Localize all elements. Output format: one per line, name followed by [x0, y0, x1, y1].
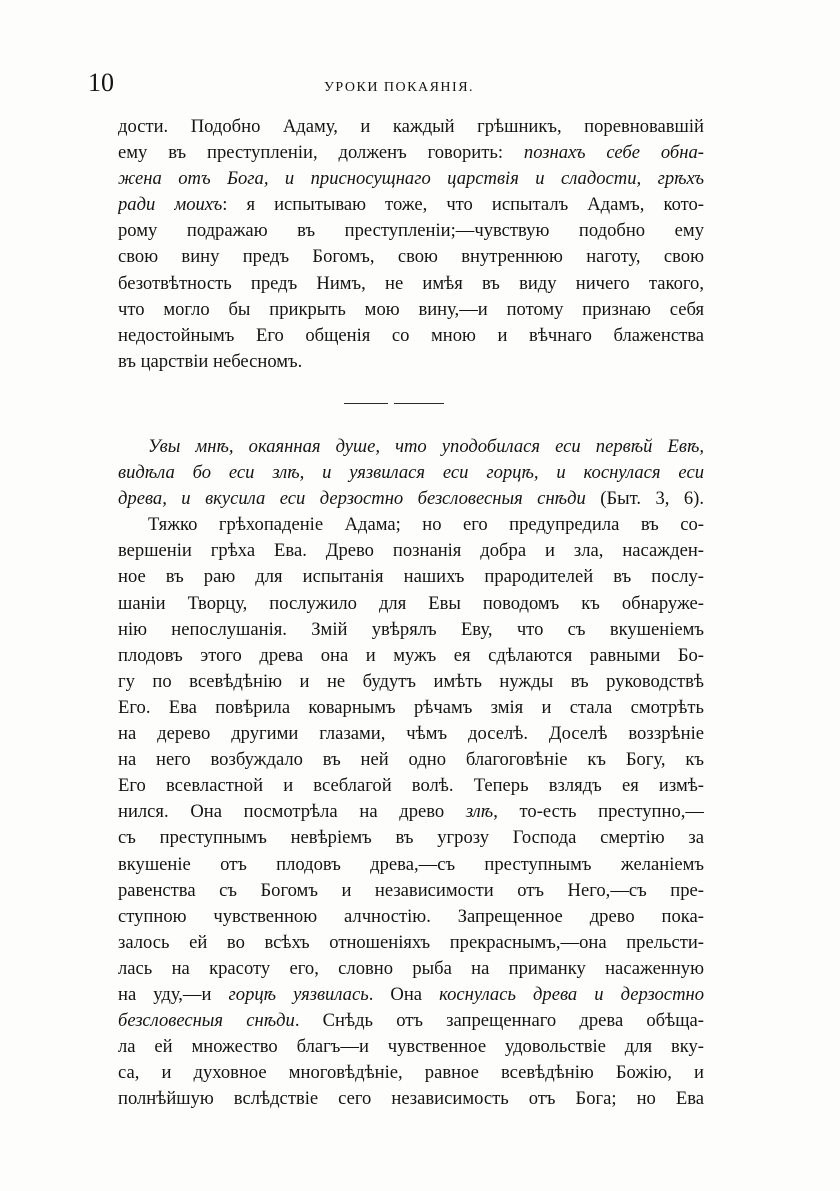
text-line [118, 1008, 704, 1034]
text-line [118, 878, 704, 904]
text-line [118, 297, 704, 323]
italic-text: ради моихъ [118, 194, 223, 216]
text: плодовъ этого древа она и мужъ ея сдѣлаются равными Бо- [118, 644, 704, 666]
text: са, и духовное многовѣдѣніе, равное всевѣдѣнію Божію, и [118, 1062, 704, 1084]
text: безотвѣтность предъ Нимъ, не имѣя въ виду ничего такого, [118, 272, 704, 294]
text: . Снѣдь отъ запрещеннаго древа обѣща- [294, 1010, 704, 1032]
text: шаніи Творцу, послужило для Евы поводомъ къ обнаруже- [118, 592, 704, 614]
text: , то-есть преступно,— [493, 801, 704, 823]
text-line [118, 643, 704, 669]
italic-text: Увы мнѣ, окаянная душе, что уподобилася еси первѣй Евѣ, [148, 436, 704, 457]
text-line [118, 512, 704, 538]
section-eve [118, 434, 704, 1112]
italic-text: коснулась древа и дерзостно [439, 983, 704, 1005]
text-line [118, 721, 704, 747]
text-line [118, 271, 704, 297]
text: : я испытываю тоже, что испыталъ Адамъ, кото- [222, 194, 704, 216]
text-line [118, 904, 704, 930]
text-line [118, 1060, 704, 1086]
text-line [118, 773, 704, 799]
text: . Она [368, 983, 440, 1005]
text: равенства съ Богомъ и независимости отъ Него,—съ пре- [118, 879, 704, 901]
text: ступною чувственною алчностію. Запрещенное древо пока- [118, 905, 704, 927]
text-line [118, 930, 704, 956]
text-line [118, 349, 704, 375]
text: нился. Она посмотрѣла на древо [118, 801, 466, 823]
text-line [118, 1086, 704, 1112]
text-line [118, 564, 704, 590]
text-line [118, 852, 704, 878]
page-header [88, 68, 708, 100]
text-line [118, 460, 704, 486]
text: что могло бы прикрыть мою вину,—и потому признаю себя [118, 298, 704, 320]
text-line [118, 695, 704, 721]
text: лась на красоту его, словно рыба на приманку насаженную [118, 957, 704, 979]
paragraph-adam [118, 114, 704, 375]
text-line [118, 799, 704, 825]
text-line [118, 192, 704, 218]
italic-text: познахъ себе обна- [523, 142, 704, 164]
text: на уду,—и [118, 983, 229, 1005]
text-line [118, 591, 704, 617]
text-line [118, 617, 704, 643]
text: (Быт. 3, 6). [585, 488, 704, 510]
section-divider [344, 403, 444, 405]
text: нію непослушанія. Змій увѣрялъ Еву, что съ вкушеніемъ [118, 618, 704, 640]
text-line [118, 140, 704, 166]
italic-text: злѣ [465, 801, 494, 823]
italic-text: безсловесныя снѣди [118, 1010, 295, 1032]
text-line [118, 166, 704, 192]
text: вершеніи грѣха Ева. Древо познанія добра и зла, насажден- [118, 540, 704, 562]
text-line [118, 218, 704, 244]
text-line [118, 825, 704, 851]
text: ное въ раю для испытанія нашихъ прародителей въ послу- [118, 566, 704, 588]
text: недостойнымъ Его общенія со мною и вѣчнаго блаженства [118, 324, 704, 346]
text-line [118, 323, 704, 349]
text-line [118, 486, 704, 512]
text-line [118, 538, 704, 564]
text-line [118, 669, 704, 695]
page-number: 10 [88, 68, 114, 97]
text-line [118, 1034, 704, 1060]
text: ему въ преступленіи, долженъ говорить: [118, 142, 524, 164]
text: на него возбуждало въ ней одно благоговѣніе къ Богу, къ [118, 749, 704, 771]
text: ла ей множество благъ—и чувственное удовольствіе для вку- [118, 1036, 704, 1058]
text-line [118, 747, 704, 773]
text-line [118, 244, 704, 270]
text: залось ей во всѣхъ отношеніяхъ прекраснымъ,—она прельсти- [118, 931, 704, 953]
text: съ преступнымъ невѣріемъ въ угрозу Господа смертію за [118, 827, 704, 849]
text-line [118, 434, 704, 460]
text: дости. Подобно Адаму, и каждый грѣшникъ, поревновавшій [118, 116, 704, 137]
text: гу по всевѣдѣнію и не будутъ имѣть нужды въ руководствѣ [118, 670, 704, 692]
italic-text: горцѣ уязвилась [228, 983, 369, 1005]
text-line [118, 956, 704, 982]
text: на дерево другими глазами, чѣмъ доселѣ. Доселѣ воззрѣніе [118, 723, 704, 745]
running-title: УРОКИ ПОКАЯНІЯ. [324, 80, 475, 95]
italic-text: жена отъ Бога, и присносущнаго царствія и сладости, грѣхъ [118, 168, 704, 190]
text-line [118, 114, 704, 140]
italic-text: видѣла бо еси злѣ, и уязвилася еси горцѣ, и коснулася еси [118, 462, 704, 484]
text: свою вину предъ Богомъ, свою внутреннюю наготу, свою [118, 246, 704, 268]
text-line [118, 982, 704, 1008]
text: полнѣйшую вслѣдствіе сего независимость отъ Бога; но Ева [118, 1088, 704, 1110]
text: Тяжко грѣхопаденіе Адама; но его предупредила въ со- [148, 514, 704, 536]
text: рому подражаю въ преступленіи;—чувствую подобно ему [118, 220, 704, 242]
text: въ царствіи небесномъ. [118, 350, 303, 372]
text: вкушеніе отъ плодовъ древа,—съ преступнымъ желаніемъ [118, 853, 704, 875]
text: Его всевластной и всеблагой волѣ. Теперь взлядъ ея измѣ- [118, 775, 704, 797]
text: Его. Ева повѣрила коварнымъ рѣчамъ змія и стала смотрѣть [118, 696, 704, 718]
italic-text: древа, и вкусила еси дерзостно безсловесныя снѣди [118, 488, 586, 510]
